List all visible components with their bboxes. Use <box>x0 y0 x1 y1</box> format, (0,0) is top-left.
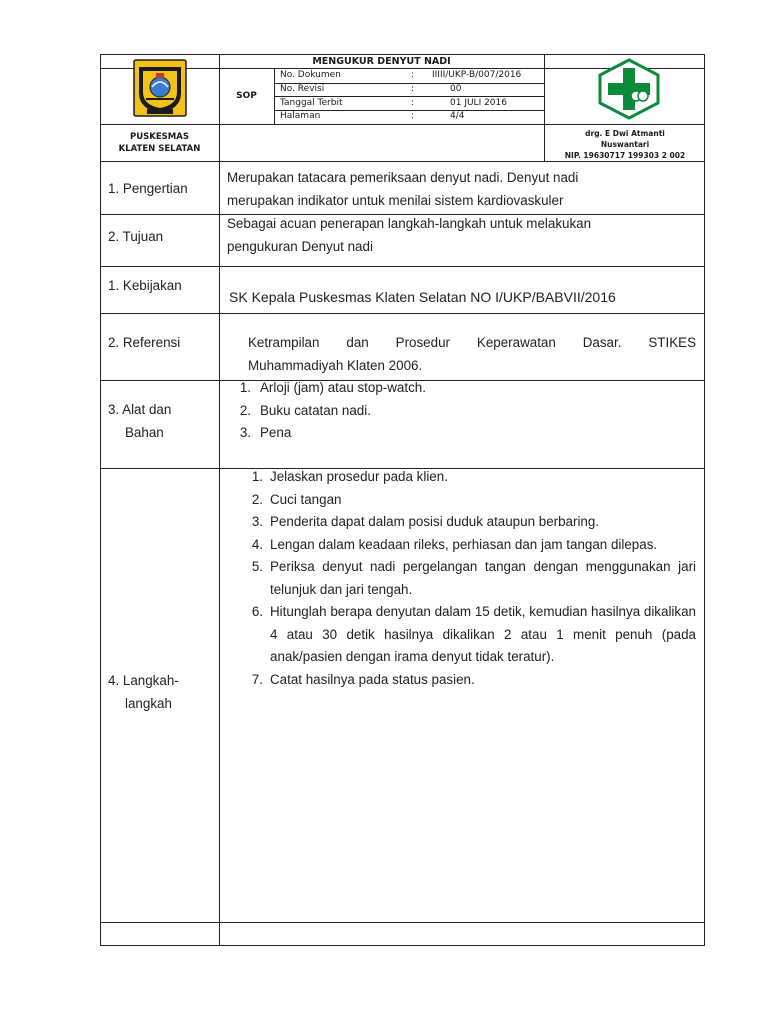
referensi-text: Ketrampilan dan Prosedur Keperawatan Dasar. STIKES Muhammadiyah Klaten 2006. <box>248 335 696 373</box>
doc-info-tanggal-terbit: Tanggal Terbit : 01 JULI 2016 <box>280 98 507 108</box>
org-name: PUSKESMAS KLATEN SELATAN <box>118 132 201 154</box>
step-item: 3. Penderita dapat dalam posisi duduk ataupun berbaring. <box>251 514 600 529</box>
step-item: 6. Hitunglah berapa denyutan dalam 15 detik, kemudian hasilnya dikalikan 4 atau 30 detik hasilnya dikalikan 2 atau 1 menit penuh (pada anak/pasien dengan irama denyut tidak teratur). <box>251 604 696 664</box>
step-item: 1. Jelaskan prosedur pada klien. <box>251 469 448 484</box>
label-tujuan: 2. Tujuan <box>108 229 164 244</box>
list-item: 1. Arloji (jam) atau stop-watch. <box>239 380 426 395</box>
label-alat-bahan: 3. Alat dan Bahan <box>108 402 172 440</box>
step-item: 4. Lengan dalam keadaan rileks, perhiasan dan jam tangan dilepas. <box>251 536 658 552</box>
doc-info-halaman: Halaman : 4/4 <box>280 111 465 121</box>
langkah-steps <box>243 466 696 691</box>
step-item: 5. Periksa denyut nadi pergelangan tangan dengan menggunakan jari telunjuk dan jari tengah. <box>251 559 696 597</box>
alat-list <box>229 377 689 445</box>
signer-block: drg. E Dwi Atmanti Nuswantari NIP. 19630717 199303 2 002 <box>564 129 686 160</box>
puskesmas-cross-logo-icon <box>596 58 662 120</box>
step-item: 2. Cuci tangan <box>251 491 342 507</box>
tujuan-text: Sebagai acuan penerapan langkah-langkah untuk melakukan pengukuran Denyut nadi <box>227 216 592 254</box>
step-item: 7. Catat hasilnya pada status pasien. <box>251 671 475 687</box>
sop-label: SOP <box>236 91 257 101</box>
klaten-regency-emblem-icon <box>133 59 187 117</box>
pengertian-text: Merupakan tatacara pemeriksaan denyut nadi. Denyut nadi merupakan indikator untuk menilai sistem kardiovaskuler <box>227 170 579 208</box>
doc-info-no-dokumen: No. Dokumen : IIIII/UKP-B/007/2016 <box>280 70 522 80</box>
kebijakan-text: SK Kepala Puskesmas Klaten Selatan NO I/UKP/BABVII/2016 <box>229 289 616 305</box>
label-kebijakan: 1. Kebijakan <box>108 278 182 293</box>
doc-info-no-revisi: No. Revisi : 00 <box>280 84 462 94</box>
document-title: MENGUKUR DENYUT NADI <box>312 56 451 67</box>
list-item: 3. Pena <box>239 425 292 440</box>
list-item: 2. Buku catatan nadi. <box>239 402 371 418</box>
label-pengertian: 1. Pengertian <box>108 181 188 196</box>
label-langkah: 4. Langkah- langkah <box>108 673 179 711</box>
label-referensi: 2. Referensi <box>108 335 181 350</box>
